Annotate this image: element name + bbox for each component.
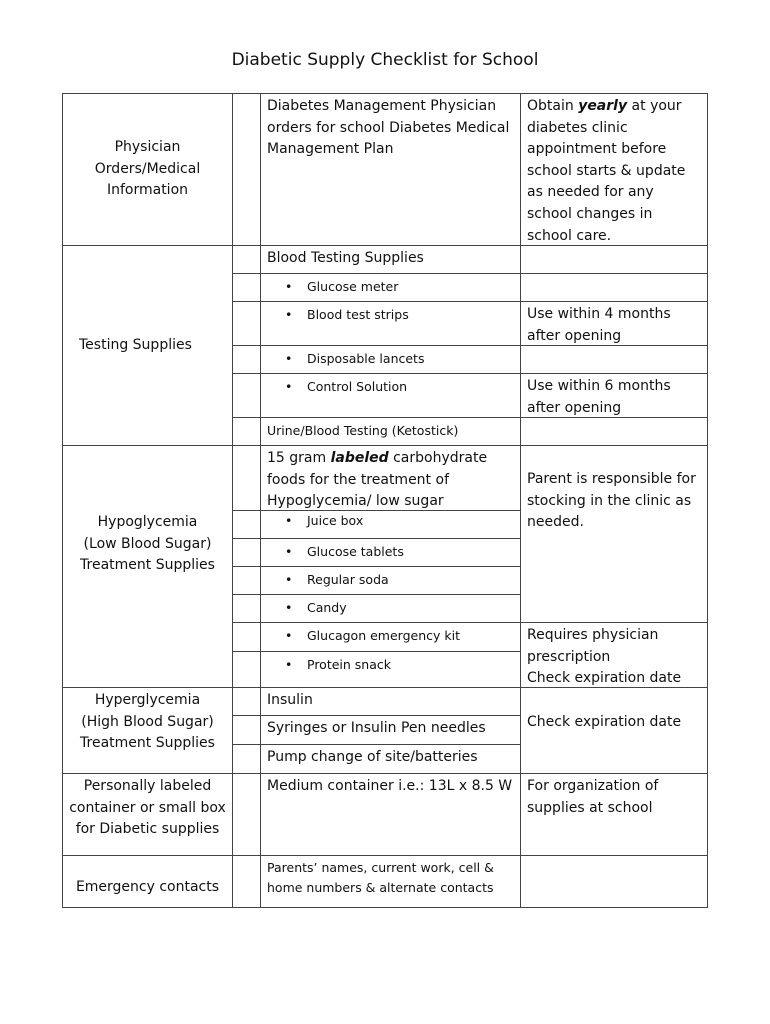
category-physician-line3: Information bbox=[106, 182, 189, 199]
bullet-icon: • bbox=[285, 600, 293, 615]
category-hypo-line3: Treatment Supplies bbox=[80, 557, 215, 574]
bullet-icon: • bbox=[285, 351, 293, 366]
note-control: Use within 6 months after opening bbox=[527, 378, 671, 416]
item-blood-test-strips-label: Blood test strips bbox=[307, 307, 409, 322]
item-blood-testing-header: Blood Testing Supplies bbox=[267, 250, 424, 266]
note-physician-pre: Obtain bbox=[527, 98, 579, 114]
note-physician-emph: yearly bbox=[578, 98, 628, 114]
item-control-solution bbox=[261, 374, 520, 417]
item-regular-soda bbox=[261, 567, 520, 594]
item-carb-emph: labeled bbox=[330, 450, 389, 466]
item-glucose-meter bbox=[261, 274, 520, 301]
category-hyperglycemia bbox=[63, 688, 232, 773]
page-title: Diabetic Supply Checklist for School bbox=[231, 50, 539, 70]
category-container bbox=[63, 774, 232, 855]
item-juice-box-label: Juice box bbox=[307, 513, 364, 528]
item-disposable-lancets-label: Disposable lancets bbox=[307, 351, 425, 366]
bullet-icon: • bbox=[285, 544, 293, 559]
item-physician-orders: Diabetes Management Physician orders for school Diabetes Medical Management Plan bbox=[267, 98, 510, 158]
item-carb-pre: 15 gram bbox=[267, 450, 331, 466]
note-prescription-line1: Requires physician prescription bbox=[527, 627, 659, 665]
item-carb-foods-header bbox=[261, 446, 520, 510]
item-disposable-lancets bbox=[261, 346, 520, 373]
item-regular-soda-label: Regular soda bbox=[307, 572, 389, 587]
category-physician bbox=[63, 94, 232, 245]
category-emergency-label: Emergency contacts bbox=[75, 878, 220, 895]
bullet-icon: • bbox=[285, 379, 293, 394]
bullet-icon: • bbox=[285, 307, 293, 322]
category-container-line1: Personally labeled bbox=[83, 778, 212, 794]
category-container-line3: for Diabetic supplies bbox=[75, 821, 220, 838]
item-juice-box bbox=[261, 509, 520, 537]
category-testing bbox=[63, 246, 232, 445]
category-hyper-line2: (High Blood Sugar) bbox=[81, 713, 214, 730]
category-testing-label: Testing Supplies bbox=[79, 336, 192, 353]
item-syringes: Syringes or Insulin Pen needles bbox=[267, 720, 486, 736]
category-hypo-line2: (Low Blood Sugar) bbox=[83, 535, 212, 552]
note-prescription bbox=[521, 623, 707, 687]
item-medium-container: Medium container i.e.: 13L x 8.5 W bbox=[267, 778, 513, 794]
item-protein-snack-label: Protein snack bbox=[307, 657, 391, 672]
item-glucose-tablets bbox=[261, 539, 520, 566]
item-blood-test-strips bbox=[261, 302, 520, 345]
bullet-icon: • bbox=[285, 513, 293, 528]
category-hypoglycemia bbox=[63, 446, 232, 687]
note-strips: Use within 4 months after opening bbox=[527, 306, 671, 344]
item-protein-snack bbox=[261, 652, 520, 687]
item-parent-contacts: Parents’ names, current work, cell & home numbers & alternate contacts bbox=[267, 860, 494, 895]
item-urine-testing: Urine/Blood Testing (Ketostick) bbox=[267, 423, 459, 438]
item-pump-change: Pump change of site/batteries bbox=[267, 749, 478, 765]
item-glucagon-kit-label: Glucagon emergency kit bbox=[307, 628, 460, 643]
note-organization: For organization of supplies at school bbox=[527, 778, 659, 816]
category-hyper-line3: Treatment Supplies bbox=[80, 735, 215, 752]
category-hyper-line1: Hyperglycemia bbox=[94, 692, 201, 708]
item-insulin: Insulin bbox=[267, 692, 313, 708]
note-parent-responsible: Parent is responsible for stocking in the clinic as needed. bbox=[527, 471, 696, 531]
bullet-icon: • bbox=[285, 279, 293, 294]
item-glucose-meter-label: Glucose meter bbox=[307, 279, 399, 294]
item-control-solution-label: Control Solution bbox=[307, 379, 408, 394]
category-hypo-line1: Hypoglycemia bbox=[97, 514, 198, 531]
note-hyper-expiration: Check expiration date bbox=[527, 714, 682, 730]
category-physician-line2: Orders/Medical bbox=[94, 160, 201, 177]
item-candy-label: Candy bbox=[307, 600, 347, 615]
item-candy bbox=[261, 595, 520, 622]
note-physician-post: at your diabetes clinic appointment before school starts & update as needed for any school changes in school care. bbox=[527, 98, 686, 244]
bullet-icon: • bbox=[285, 657, 293, 672]
item-glucagon-kit bbox=[261, 623, 520, 651]
bullet-icon: • bbox=[285, 572, 293, 587]
note-physician bbox=[521, 94, 707, 245]
category-container-line2: container or small box bbox=[69, 799, 226, 816]
item-carb-post: carbohydrate foods for the treatment of Hypoglycemia/ low sugar bbox=[267, 450, 488, 510]
category-physician-line1: Physician bbox=[114, 139, 181, 156]
category-emergency bbox=[63, 856, 232, 907]
item-glucose-tablets-label: Glucose tablets bbox=[307, 544, 404, 559]
note-prescription-line2: Check expiration date bbox=[527, 670, 682, 687]
bullet-icon: • bbox=[285, 628, 293, 643]
